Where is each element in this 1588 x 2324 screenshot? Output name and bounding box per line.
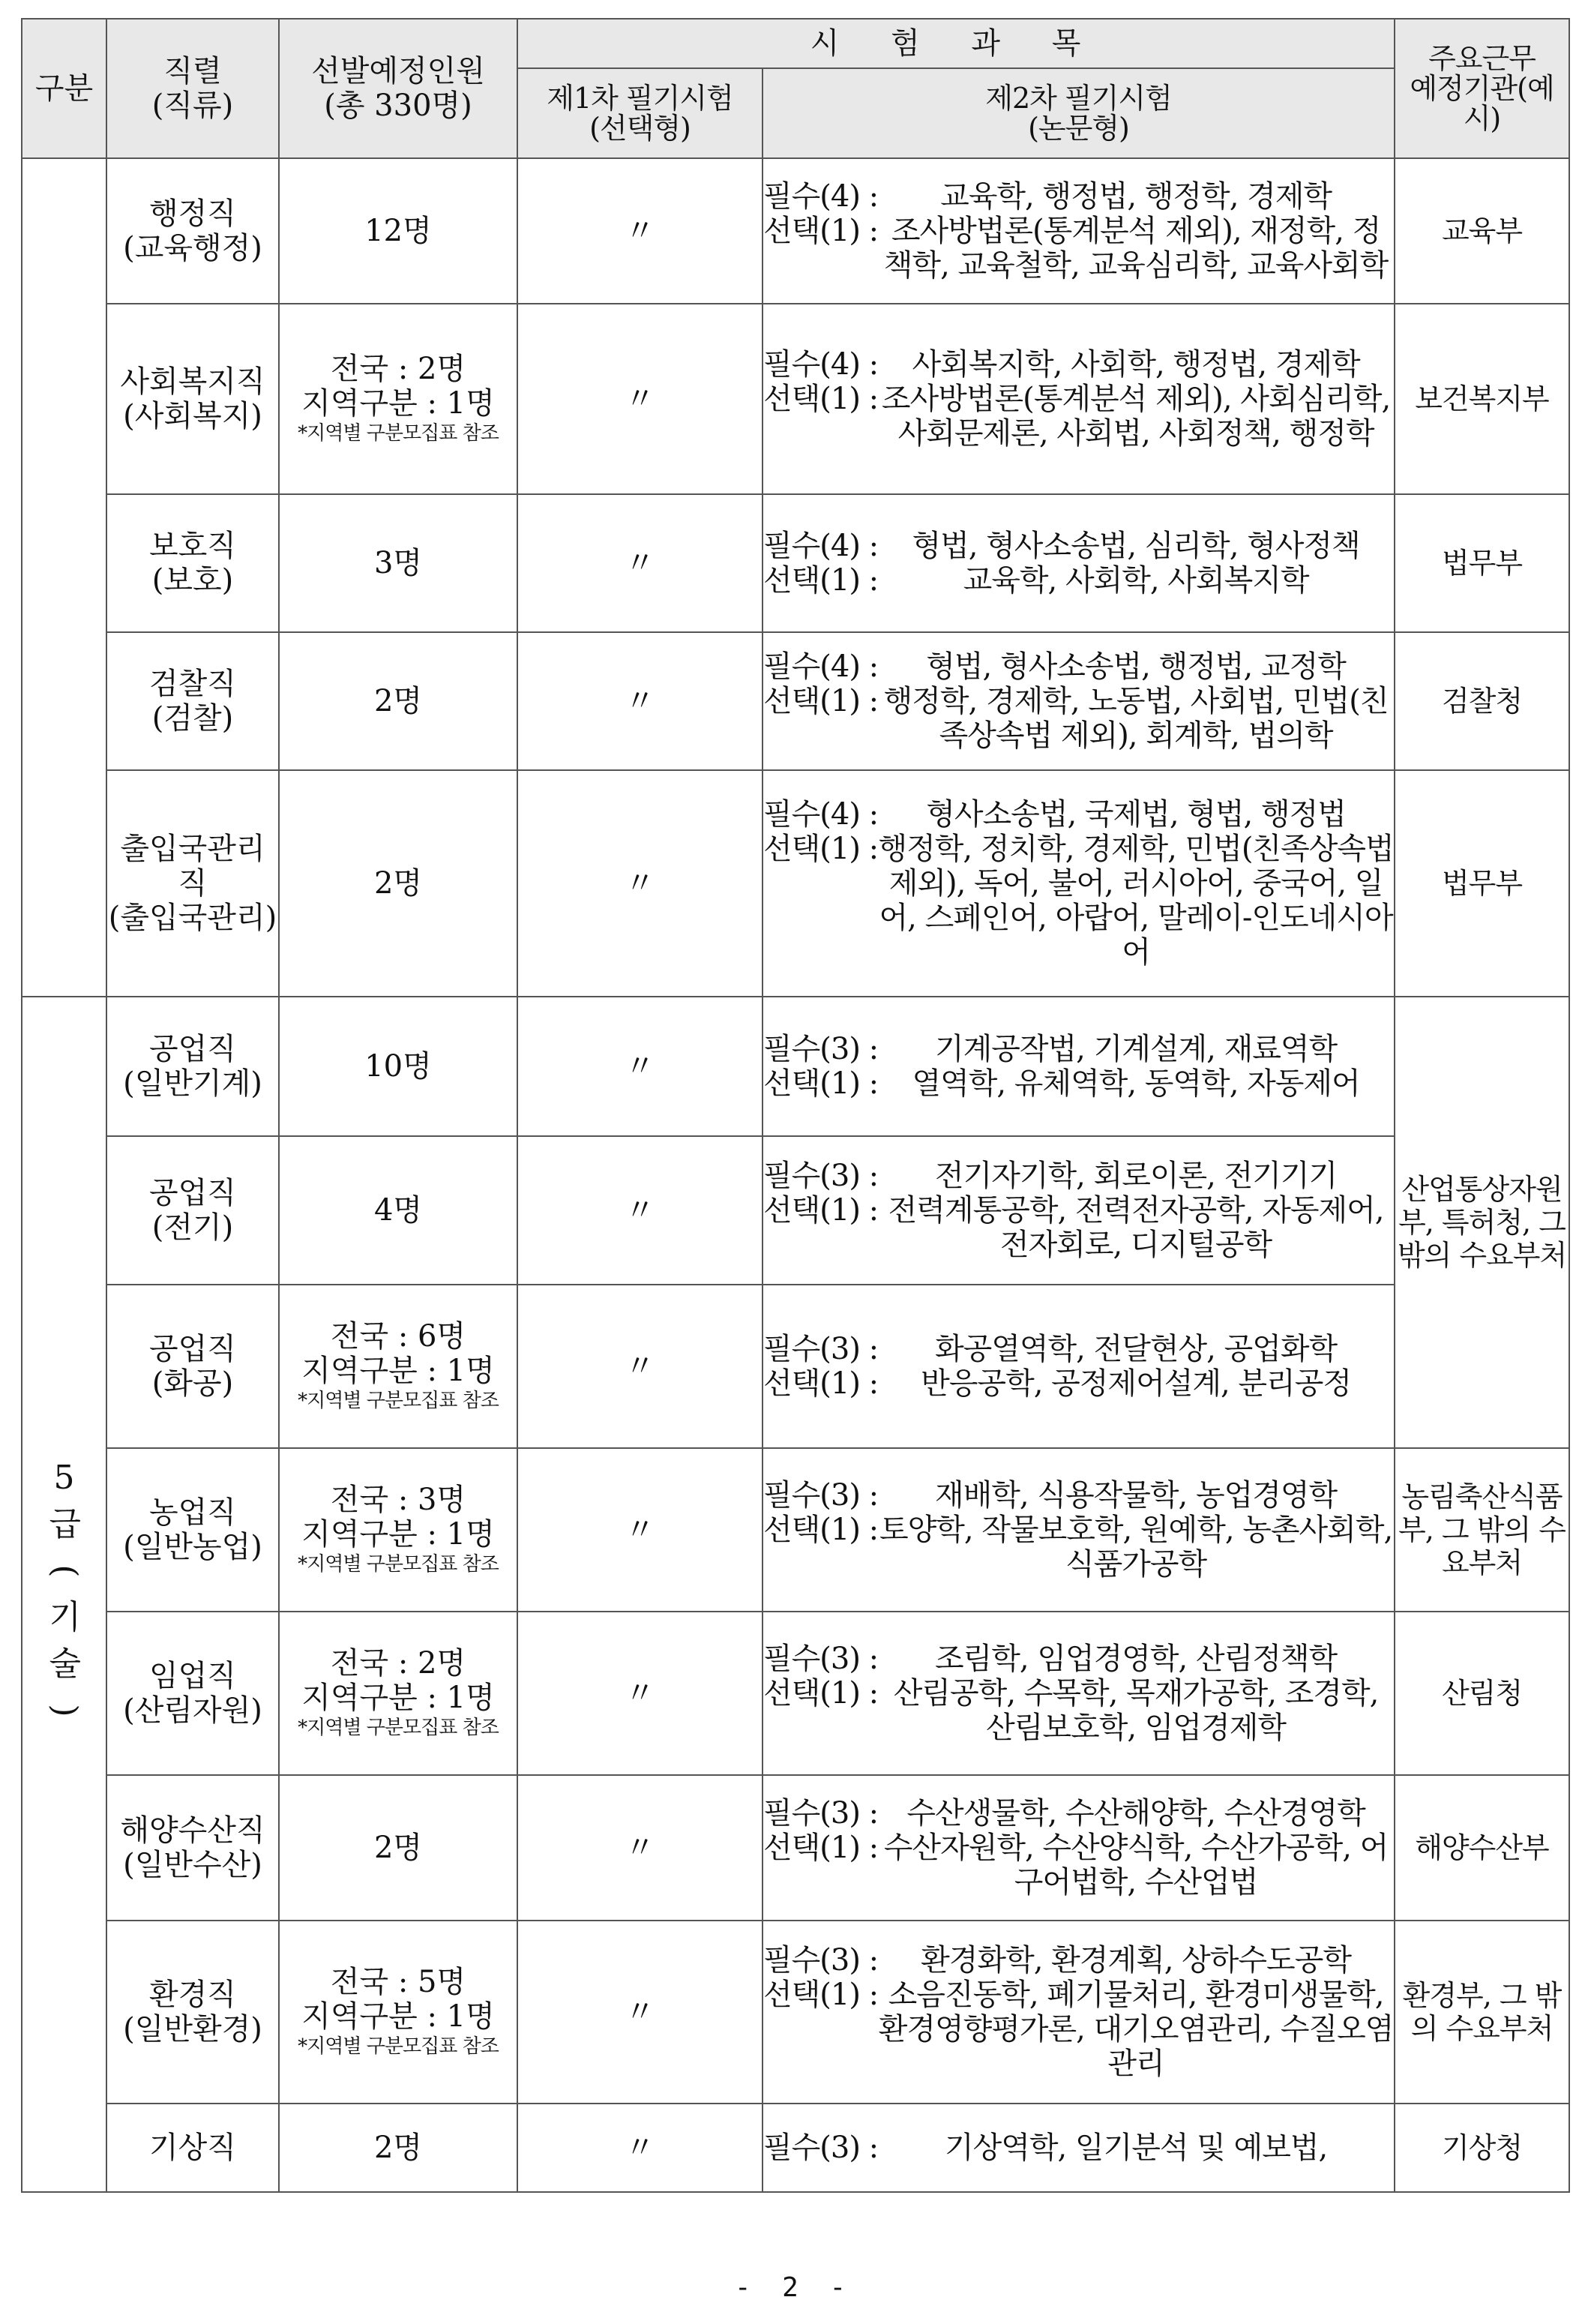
series-cell: 공업직 (일반기계) — [106, 997, 279, 1136]
second-exam-subjects: 필수(3) : 재배학, 식용작물학, 농업경영학 선택(1) : 토양학, 작물보호학, 원예학, 농촌사회학, 식품가공학 — [763, 1448, 1395, 1612]
header-quota: 선발예정인원 (총 330명) — [279, 19, 517, 158]
series-cell: 임업직 (산림자원) — [106, 1612, 279, 1775]
agency-cell: 검찰청 — [1395, 632, 1569, 770]
series-cell: 기상직 — [106, 2104, 279, 2192]
series-cell: 행정직 (교육행정) — [106, 158, 279, 304]
table-row — [22, 1285, 1569, 1448]
agency-cell: 농림축산식품부, 그 밖의 수요부처 — [1395, 1448, 1569, 1612]
agency-cell: 교육부 — [1395, 158, 1569, 304]
second-exam-subjects: 필수(4) : 형사소송법, 국제법, 형법, 행정법 선택(1) : 행정학, 정치학, 경제학, 민법(친족상속법 제외), 독어, 불어, 러시아어, 중국어, 일어, 스페인어, 아랍어, 말레이-인도네시아어 — [763, 770, 1395, 997]
page-number: - 2 - — [734, 2272, 854, 2303]
table-row — [22, 997, 1569, 1136]
series-cell: 공업직 (전기) — [106, 1136, 279, 1285]
table-row — [22, 632, 1569, 770]
agency-cell: 산림청 — [1395, 1612, 1569, 1775]
table-row — [22, 494, 1569, 632]
header-category: 구분 — [22, 19, 106, 158]
series-cell: 출입국관리직 (출입국관리) — [106, 770, 279, 997]
quota-cell: 전국 : 2명 지역구분 : 1명 *지역별 구분모집표 참조 — [279, 1612, 517, 1775]
first-exam-ditto: 〃 — [517, 770, 763, 997]
second-exam-subjects: 필수(4) : 형법, 형사소송법, 심리학, 형사정책 선택(1) : 교육학, 사회학, 사회복지학 — [763, 494, 1395, 632]
header-first-exam: 제1차 필기시험 (선택형) — [517, 68, 763, 158]
first-exam-ditto: 〃 — [517, 1136, 763, 1285]
table-row — [22, 1448, 1569, 1612]
first-exam-ditto: 〃 — [517, 632, 763, 770]
table-row — [22, 1136, 1569, 1285]
series-cell: 농업직 (일반농업) — [106, 1448, 279, 1612]
first-exam-ditto: 〃 — [517, 1612, 763, 1775]
quota-cell: 3명 — [279, 494, 517, 632]
quota-cell: 전국 : 5명 지역구분 : 1명 *지역별 구분모집표 참조 — [279, 1921, 517, 2104]
quota-cell: 12명 — [279, 158, 517, 304]
table-row — [22, 1921, 1569, 2104]
first-exam-ditto: 〃 — [517, 1285, 763, 1448]
second-exam-subjects: 필수(3) : 기상역학, 일기분석 및 예보법, — [763, 2104, 1395, 2192]
table-row — [22, 304, 1569, 494]
exam-subjects-table — [21, 18, 1570, 2193]
agency-cell: 해양수산부 — [1395, 1775, 1569, 1921]
first-exam-ditto: 〃 — [517, 1448, 763, 1612]
table-row — [22, 1775, 1569, 1921]
second-exam-subjects: 필수(4) : 형법, 형사소송법, 행정법, 교정학 선택(1) : 행정학, 경제학, 노동법, 사회법, 민법(친족상속법 제외), 회계학, 법의학 — [763, 632, 1395, 770]
quota-cell: 전국 : 2명 지역구분 : 1명 *지역별 구분모집표 참조 — [279, 304, 517, 494]
first-exam-ditto: 〃 — [517, 1775, 763, 1921]
agency-cell: 보건복지부 — [1395, 304, 1569, 494]
header-second-exam: 제2차 필기시험 (논문형) — [763, 68, 1395, 158]
series-cell: 검찰직 (검찰) — [106, 632, 279, 770]
table-row — [22, 770, 1569, 997]
category-cell-admin — [22, 158, 106, 997]
quota-cell: 2명 — [279, 1775, 517, 1921]
second-exam-subjects: 필수(4) : 사회복지학, 사회학, 행정법, 경제학 선택(1) : 조사방법론(통계분석 제외), 사회심리학, 사회문제론, 사회법, 사회정책, 행정학 — [763, 304, 1395, 494]
second-exam-subjects: 필수(3) : 조림학, 임업경영학, 산림정책학 선택(1) : 산림공학, 수목학, 목재가공학, 조경학, 산림보호학, 임업경제학 — [763, 1612, 1395, 1775]
quota-cell: 전국 : 6명 지역구분 : 1명 *지역별 구분모집표 참조 — [279, 1285, 517, 1448]
second-exam-subjects: 필수(3) : 환경화학, 환경계획, 상하수도공학 선택(1) : 소음진동학, 폐기물처리, 환경미생물학, 환경영향평가론, 대기오염관리, 수질오염관리 — [763, 1921, 1395, 2104]
series-cell: 해양수산직 (일반수산) — [106, 1775, 279, 1921]
first-exam-ditto: 〃 — [517, 2104, 763, 2192]
header-series: 직렬 (직류) — [106, 19, 279, 158]
second-exam-subjects: 필수(3) : 전기자기학, 회로이론, 전기기기 선택(1) : 전력계통공학, 전력전자공학, 자동제어, 전자회로, 디지털공학 — [763, 1136, 1395, 1285]
second-exam-subjects: 필수(3) : 기계공작법, 기계설계, 재료역학 선택(1) : 열역학, 유체역학, 동역학, 자동제어 — [763, 997, 1395, 1136]
quota-cell: 10명 — [279, 997, 517, 1136]
series-cell: 보호직 (보호) — [106, 494, 279, 632]
quota-cell: 2명 — [279, 632, 517, 770]
agency-cell: 기상청 — [1395, 2104, 1569, 2192]
category-label-tech: 5 급 ( 기 술 ) — [45, 1459, 84, 1717]
second-exam-subjects: 필수(3) : 화공열역학, 전달현상, 공업화학 선택(1) : 반응공학, 공정제어설계, 분리공정 — [763, 1285, 1395, 1448]
table-row — [22, 2104, 1569, 2192]
agency-cell: 환경부, 그 밖의 수요부처 — [1395, 1921, 1569, 2104]
second-exam-subjects: 필수(4) : 교육학, 행정법, 행정학, 경제학 선택(1) : 조사방법론(통계분석 제외), 재정학, 정책학, 교육철학, 교육심리학, 교육사회학 — [763, 158, 1395, 304]
first-exam-ditto: 〃 — [517, 494, 763, 632]
quota-cell: 4명 — [279, 1136, 517, 1285]
series-cell: 공업직 (화공) — [106, 1285, 279, 1448]
quota-cell: 2명 — [279, 770, 517, 997]
quota-cell: 2명 — [279, 2104, 517, 2192]
agency-cell: 법무부 — [1395, 494, 1569, 632]
table-row — [22, 158, 1569, 304]
first-exam-ditto: 〃 — [517, 304, 763, 494]
category-cell-tech — [22, 997, 106, 2192]
header-exam-subjects: 시 험 과 목 — [517, 19, 1395, 68]
quota-cell: 전국 : 3명 지역구분 : 1명 *지역별 구분모집표 참조 — [279, 1448, 517, 1612]
series-cell: 사회복지직 (사회복지) — [106, 304, 279, 494]
second-exam-subjects: 필수(3) : 수산생물학, 수산해양학, 수산경영학 선택(1) : 수산자원학, 수산양식학, 수산가공학, 어구어법학, 수산업법 — [763, 1775, 1395, 1921]
series-cell: 환경직 (일반환경) — [106, 1921, 279, 2104]
header-agency: 주요근무 예정기관(예시) — [1395, 19, 1569, 158]
table-row — [22, 1612, 1569, 1775]
first-exam-ditto: 〃 — [517, 997, 763, 1136]
first-exam-ditto: 〃 — [517, 1921, 763, 2104]
agency-cell: 법무부 — [1395, 770, 1569, 997]
first-exam-ditto: 〃 — [517, 158, 763, 304]
agency-cell: 산업통상자원부, 특허청, 그 밖의 수요부처 — [1395, 997, 1569, 1448]
